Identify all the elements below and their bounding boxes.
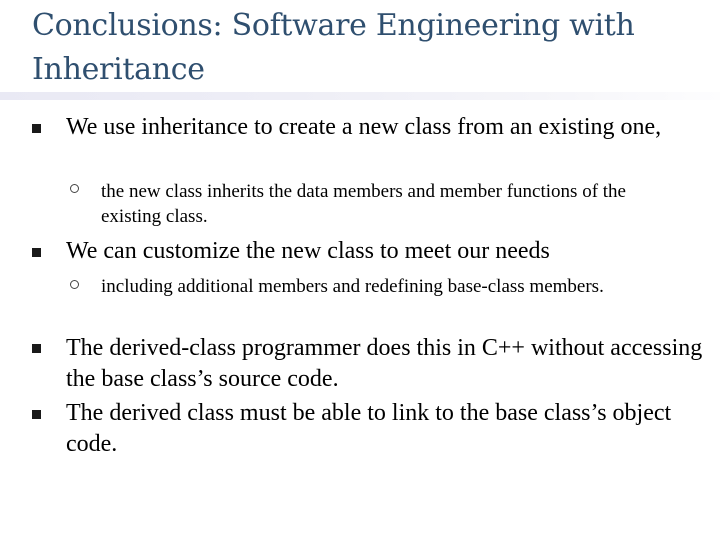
square-bullet-icon [32, 248, 41, 257]
bullet-text: We use inheritance to create a new class from an existing one, [66, 114, 662, 140]
sub-bullet-text: including additional members and redefining base-class members. [101, 276, 604, 297]
square-bullet-icon [32, 124, 41, 133]
slide-title: Conclusions: Software Engineering with Inheritance [32, 8, 635, 87]
bullet-text: The derived class must be able to link to the base class’s object code. [66, 400, 672, 457]
bullet-text: We can customize the new class to meet our needs [66, 238, 550, 264]
circle-bullet-icon [70, 280, 79, 289]
square-bullet-icon [32, 344, 41, 353]
square-bullet-icon [32, 410, 41, 419]
sub-bullet-text: the new class inherits the data members and member functions of the existing class. [101, 181, 626, 227]
circle-bullet-icon [70, 184, 79, 193]
title-divider [0, 92, 720, 100]
bullet-text: The derived-class programmer does this in C++ without accessing the base class’s source code. [66, 335, 703, 392]
